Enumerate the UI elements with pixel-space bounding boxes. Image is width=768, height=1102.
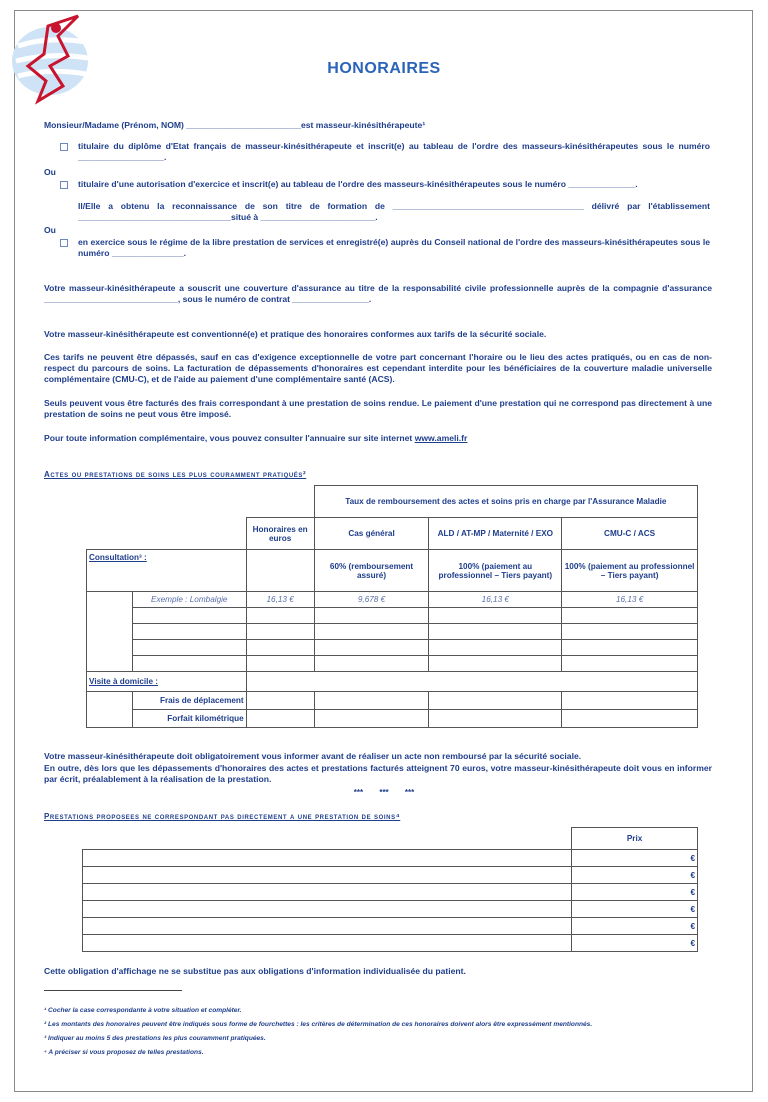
prestation-cell[interactable] <box>83 867 572 884</box>
prix-cell[interactable]: € <box>572 884 698 901</box>
affichage-paragraph: Cette obligation d'affichage ne se substitue pas aux obligations d'information individualisée du patient. <box>44 966 466 976</box>
example-label: Exemple : Lombalgie <box>132 592 246 608</box>
prestation-cell[interactable] <box>83 935 572 952</box>
page-title: HONORAIRES <box>327 60 441 77</box>
example-general: 9,678 € <box>314 592 429 608</box>
obligation-paragraph-1: Votre masseur-kinésithérapeute doit obligatoirement vous informer avant de réaliser un acte non remboursé par la sécurité sociale. <box>44 751 582 761</box>
col-cas-general: Cas général <box>314 518 429 550</box>
option-autorisation-detail: Il/Elle a obtenu la reconnaissance de son titre de formation de ________________________________________ délivré par l'établissement ________________________________situé à ________________________. <box>78 201 710 222</box>
forfait-label: Forfait kilométrique <box>132 710 246 728</box>
table-cell[interactable] <box>246 624 314 640</box>
table-cell[interactable] <box>314 608 429 624</box>
table-cell[interactable] <box>429 624 562 640</box>
table-cell[interactable] <box>562 692 698 710</box>
prix-cell[interactable]: € <box>572 901 698 918</box>
footnote-3: ³ Indiquer au moins 5 des prestations les plus couramment pratiquées. <box>44 1035 266 1042</box>
table-cell[interactable] <box>429 656 562 672</box>
prix-cell[interactable]: € <box>572 867 698 884</box>
rate-general: 60% (remboursement assuré) <box>314 550 429 592</box>
row-consultation-label: Consultation³ : <box>87 550 247 592</box>
info-paragraph <box>44 433 712 444</box>
table-cell[interactable] <box>314 710 429 728</box>
table-cell[interactable] <box>562 656 698 672</box>
table-cell[interactable] <box>132 640 246 656</box>
footnote-4: ⁴ A préciser si vous proposez de telles prestations. <box>44 1049 204 1056</box>
checkbox-autorisation[interactable] <box>60 181 68 189</box>
or-label-2: Ou <box>44 225 56 235</box>
table-cell[interactable] <box>246 692 314 710</box>
ameli-link[interactable]: www.ameli.fr <box>414 433 468 443</box>
footnote-1: ¹ Cocher la case correspondante à votre situation et compléter. <box>44 1007 242 1014</box>
option-lps: en exercice sous le régime de la libre prestation de services et enregistré(e) auprès du Conseil national de l'ordre des masseurs-kinésithérapeutes sous le numéro _______________. <box>78 237 710 258</box>
checkbox-diplome[interactable] <box>60 143 68 151</box>
table-cell[interactable] <box>314 624 429 640</box>
info-text: Pour toute information complémentaire, vous pouvez consulter l'annuaire sur site internet <box>44 433 415 443</box>
frais-paragraph: Seuls peuvent vous être facturés des frais correspondant à une prestation de soins rendue. Le paiement d'une prestation qui ne correspond pas directement à une prestation de soins ne peut vous être imposé. <box>44 398 712 419</box>
table-cell[interactable] <box>562 608 698 624</box>
table-cell[interactable] <box>314 656 429 672</box>
table-cell[interactable] <box>429 710 562 728</box>
col-ald: ALD / AT-MP / Maternité / EXO <box>429 518 562 550</box>
table-cell[interactable] <box>246 710 314 728</box>
rate-ald: 100% (paiement au professionnel – Tiers payant) <box>429 550 562 592</box>
table-cell[interactable] <box>132 608 246 624</box>
section-prestations-title: Prestations proposees ne correspondant pas directement a une prestation de soins⁴ <box>44 812 401 821</box>
footnote-rule <box>44 990 182 991</box>
cell-consultation-honoraires[interactable] <box>246 550 314 592</box>
col-cmu: CMU-C / ACS <box>562 518 698 550</box>
intro-line: Monsieur/Madame (Prénom, NOM) ________________________est masseur-kinésithérapeute¹ <box>44 120 426 130</box>
prestation-cell[interactable] <box>83 918 572 935</box>
example-cmu: 16,13 € <box>562 592 698 608</box>
or-label-1: Ou <box>44 167 56 177</box>
option-autorisation: titulaire d'une autorisation d'exercice et inscrit(e) au tableau de l'ordre des masseurs-kinésithérapeutes sous le numéro ______________. <box>78 179 638 189</box>
col-prix: Prix <box>572 828 698 850</box>
option-diplome: titulaire du diplôme d'Etat français de masseur-kinésithérapeute et inscrit(e) au tableau de l'ordre des masseurs-kinésithérapeutes sous le numéro __________________. <box>78 141 710 162</box>
example-ald: 16,13 € <box>429 592 562 608</box>
table-cell[interactable] <box>132 656 246 672</box>
table-cell[interactable] <box>562 710 698 728</box>
table-cell[interactable] <box>429 640 562 656</box>
table-cell[interactable] <box>246 608 314 624</box>
table-cell[interactable] <box>314 692 429 710</box>
prestations-table <box>82 827 698 952</box>
table-cell[interactable] <box>562 624 698 640</box>
example-honoraires: 16,13 € <box>246 592 314 608</box>
prix-cell[interactable]: € <box>572 850 698 867</box>
col-honoraires: Honoraires en euros <box>246 518 314 550</box>
prix-cell[interactable]: € <box>572 918 698 935</box>
prestation-cell[interactable] <box>83 884 572 901</box>
separator-stars: *** *** *** <box>353 788 415 797</box>
table-cell[interactable] <box>429 608 562 624</box>
obligation-paragraph-2: En outre, dès lors que les dépassements d'honoraires des actes et prestations facturés atteignent 70 euros, votre masseur-kinésithérapeute doit vous en informer par écrit, préalablement à la réalisation de la prestation. <box>44 763 712 784</box>
tarifs-paragraph: Ces tarifs ne peuvent être dépassés, sauf en cas d'exigence exceptionnelle de votre part concernant l'horaire ou le lieu des actes pratiqués, ou en cas de non-respect du parcours de soins. La facturation de dépassements d'honoraires est cependant interdite pour les bénéficiaires de la couverture maladie universelle complémentaire (CMU-C), et de l'aide au paiement d'une complémentaire santé (ACS). <box>44 352 712 384</box>
convention-paragraph: Votre masseur-kinésithérapeute est conventionné(e) et pratique des honoraires conformes aux tarifs de la sécurité sociale. <box>44 329 547 339</box>
footnote-2: ² Les montants des honoraires peuvent être indiqués sous forme de fourchettes : les critères de détermination de ces honoraires doivent alors être expressément mentionnés. <box>44 1021 593 1028</box>
frais-deplacement-label: Frais de déplacement <box>132 692 246 710</box>
prix-cell[interactable]: € <box>572 935 698 952</box>
prestation-cell[interactable] <box>83 850 572 867</box>
rate-cmu: 100% (paiement au professionnel – Tiers payant) <box>562 550 698 592</box>
actes-table <box>86 485 698 728</box>
row-visite-label: Visite à domicile : <box>87 672 247 692</box>
table-cell[interactable] <box>562 640 698 656</box>
table-cell[interactable] <box>314 640 429 656</box>
section-actes-title: Actes ou prestations de soins les plus couramment pratiqués² <box>44 470 307 479</box>
logo <box>8 6 104 106</box>
checkbox-lps[interactable] <box>60 239 68 247</box>
table-cell[interactable] <box>246 656 314 672</box>
prestation-cell[interactable] <box>83 901 572 918</box>
table-cell[interactable] <box>132 624 246 640</box>
table-cell[interactable] <box>429 692 562 710</box>
table-cell[interactable] <box>246 640 314 656</box>
header-taux: Taux de remboursement des actes et soins pris en charge par l'Assurance Maladie <box>314 486 697 518</box>
assurance-paragraph: Votre masseur-kinésithérapeute a souscrit une couverture d'assurance au titre de la responsabilité civile professionnelle auprès de la compagnie d'assurance ____________________________, sous le numéro de contrat ________________. <box>44 283 712 304</box>
